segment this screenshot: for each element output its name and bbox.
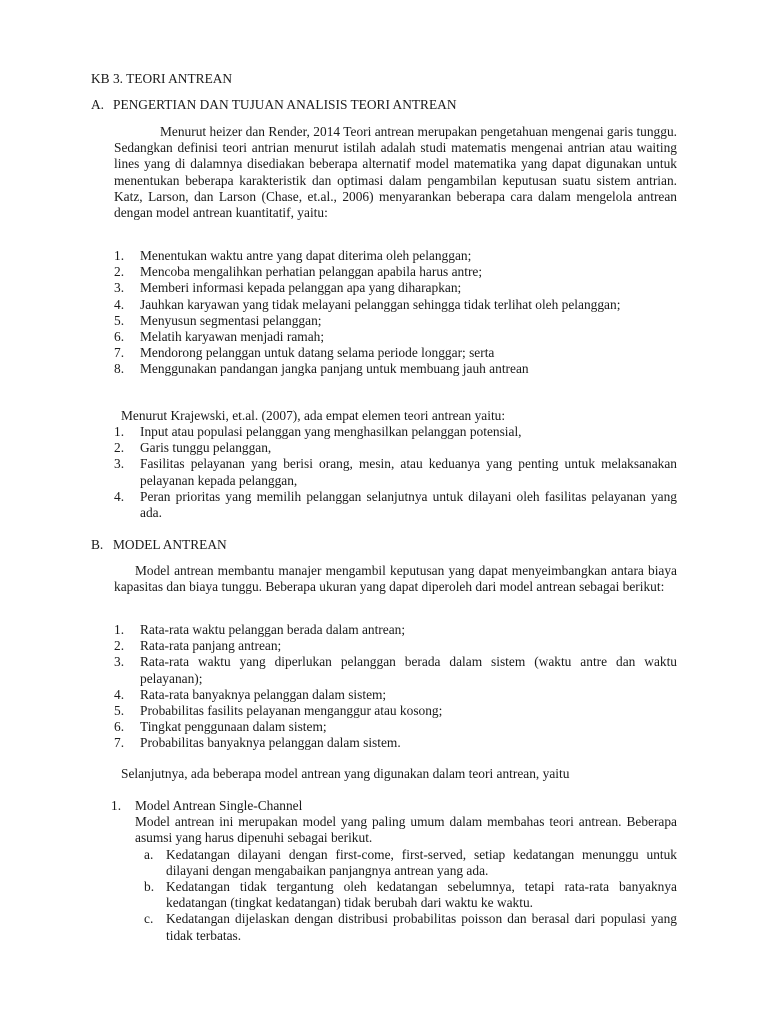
section-b-label: B.: [91, 537, 104, 552]
elements-intro: Menurut Krajewski, et.al. (2007), ada empat elemen teori antrean yaitu:: [121, 408, 506, 423]
model-assumptions-list: [135, 847, 677, 944]
section-b-paragraph: [114, 563, 677, 595]
section-a-label: A.: [91, 97, 105, 112]
list-number: 7.: [114, 735, 125, 751]
list-text: Input atau populasi pelanggan yang menghasilkan pelanggan potensial,: [140, 424, 522, 439]
list-letter: b.: [144, 879, 155, 895]
list-item: [135, 879, 677, 911]
list-text: Menyusun segmentasi pelanggan;: [140, 312, 322, 328]
list-number: 3.: [114, 280, 125, 296]
section-b-paragraph-text: Model antrean membantu manajer mengambil keputusan yang dapat menyeimbangkan antara biaya kapasitas dan biaya tunggu. Beberapa ukuran yang dapat diperoleh dari model antrean sebagai berikut:: [114, 563, 677, 595]
list-text: Kedatangan tidak tergantung oleh kedatangan sebelumnya, tetapi rata-rata banyaknya kedatangan (tingkat kedatangan) tidak berubah dari waktu ke waktu.: [166, 879, 677, 911]
list-text: Memberi informasi kepada pelanggan apa yang diharapkan;: [140, 280, 462, 296]
model-title: Model Antrean Single-Channel: [135, 798, 303, 813]
list-item: [114, 329, 677, 345]
list-number: 1.: [114, 424, 125, 439]
list-number: 6.: [114, 719, 125, 735]
section-b-heading: [91, 537, 227, 553]
list-item: [114, 735, 677, 751]
list-number: 1.: [114, 622, 125, 637]
section-a-heading: [91, 97, 457, 113]
list-number: 6.: [114, 329, 125, 345]
list-text: Probabilitas fasilits pelayanan menganggur atau kosong;: [140, 703, 443, 719]
list-number: 3.: [114, 654, 125, 670]
models-intro: Selanjutnya, ada beberapa model antrean yang digunakan dalam teori antrean, yaitu: [121, 766, 570, 781]
list-text: Rata-rata banyaknya pelanggan dalam sistem;: [140, 686, 387, 702]
model-body: [135, 798, 677, 944]
list-number: 7.: [114, 345, 125, 361]
list-text: Tingkat penggunaan dalam sistem;: [140, 719, 327, 735]
list-number: 2.: [114, 638, 125, 654]
queue-measures-list: [114, 622, 677, 752]
list-text: Rata-rata waktu pelanggan berada dalam antrean;: [140, 622, 406, 637]
list-text: Garis tunggu pelanggan,: [140, 440, 272, 456]
list-item: [114, 248, 677, 264]
list-item: [114, 638, 677, 654]
list-item: [114, 345, 677, 361]
list-number: 4.: [114, 686, 125, 702]
list-item: [114, 719, 677, 735]
list-item: [114, 297, 677, 313]
list-item: [114, 313, 677, 329]
list-item: [114, 456, 677, 488]
list-number: 1.: [114, 248, 125, 263]
list-number: 5.: [114, 312, 125, 328]
list-text: Fasilitas pelayanan yang berisi orang, mesin, atau keduanya yang penting untuk melaksanakan pelayanan kepada pelanggan,: [140, 456, 677, 488]
list-text: Mencoba mengalihkan perhatian pelanggan apabila harus antre;: [140, 264, 483, 280]
model-description: Model antrean ini merupakan model yang paling umum dalam membahas teori antrean. Beberapa asumsi yang harus dipenuhi sebagai berikut.: [135, 814, 677, 846]
list-item: [114, 622, 677, 638]
section-a-paragraph-text: Menurut heizer dan Render, 2014 Teori antrean merupakan pengetahuan mengenai garis tunggu. Sedangkan definisi teori antrian menurut istilah adalah studi matematis mengenai antrian atau waiting lines yang di dalamnya disediakan beberapa alternatif model matematika yang dapat digunakan untuk menentukan beberapa karakteristik dan optimasi dalam pengambilan keputusan suatu sistem antrian. Katz, Larson, dan Larson (Chase, et.al., 2006) menyarankan beberapa cara dalam mengelola antrean dengan model antrean kuantitatif, yaitu:: [114, 124, 677, 221]
list-number: 4.: [114, 488, 125, 504]
list-text: Probabilitas banyaknya pelanggan dalam sistem.: [140, 735, 401, 751]
section-a-title: PENGERTIAN DAN TUJUAN ANALISIS TEORI ANTREAN: [113, 97, 457, 112]
list-text: Kedatangan dijelaskan dengan distribusi probabilitas poisson dan berasal dari populasi yang tidak terbatas.: [166, 911, 677, 943]
model-number: 1.: [111, 798, 122, 813]
list-text: Jauhkan karyawan yang tidak melayani pelanggan sehingga tidak terlihat oleh pelanggan;: [140, 296, 621, 312]
list-item: [114, 703, 677, 719]
single-channel-model: [111, 798, 677, 944]
list-item: [114, 424, 677, 440]
list-number: 3.: [114, 456, 125, 472]
list-item: [114, 280, 677, 296]
list-text: Peran prioritas yang memilih pelanggan selanjutnya untuk dilayani oleh fasilitas pelayanan yang ada.: [140, 488, 677, 521]
list-number: 2.: [114, 264, 125, 280]
section-b-title: MODEL ANTREAN: [113, 537, 227, 552]
list-item: [114, 489, 677, 521]
list-item: [114, 687, 677, 703]
list-number: 8.: [114, 361, 125, 377]
list-text: Menggunakan pandangan jangka panjang untuk membuang jauh antrean: [140, 361, 529, 377]
list-item: [135, 911, 677, 943]
queue-management-list: [114, 248, 677, 378]
section-a-paragraph: [114, 124, 677, 221]
list-letter: c.: [144, 911, 154, 927]
list-text: Kedatangan dilayani dengan first-come, first-served, setiap kedatangan menunggu untuk dilayani dengan mengabaikan panjangnya antrean yang ada.: [166, 846, 677, 878]
list-item: [114, 654, 677, 686]
list-number: 2.: [114, 440, 125, 456]
queue-elements-list: [114, 424, 677, 521]
list-text: Menentukan waktu antre yang dapat diterima oleh pelanggan;: [140, 248, 472, 263]
list-number: 5.: [114, 703, 125, 719]
list-text: Mendorong pelanggan untuk datang selama periode longgar; serta: [140, 345, 495, 361]
list-item: [114, 361, 677, 377]
list-letter: a.: [144, 846, 154, 862]
list-item: [114, 440, 677, 456]
list-text: Rata-rata waktu yang diperlukan pelanggan berada dalam sistem (waktu antre dan waktu pelayanan);: [140, 654, 677, 686]
list-text: Rata-rata panjang antrean;: [140, 638, 282, 654]
list-item: [135, 847, 677, 879]
document-title: KB 3. TEORI ANTREAN: [91, 71, 233, 86]
list-text: Melatih karyawan menjadi ramah;: [140, 329, 325, 345]
list-item: [114, 264, 677, 280]
list-number: 4.: [114, 296, 125, 312]
